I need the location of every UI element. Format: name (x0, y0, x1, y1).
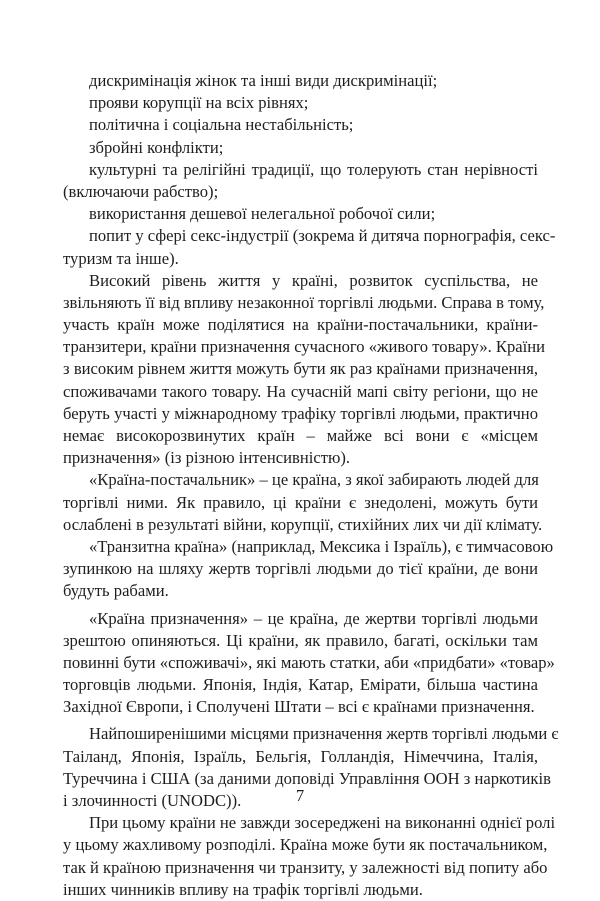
text-line: (включаючи рабство); (63, 181, 219, 201)
text-line: Найпоширенішими місцями призначення жертв торгівлі людьми є (89, 724, 559, 744)
text-line: немає високорозвинутих країн – майже всі вони є «місцем (63, 426, 538, 445)
text-line: інших чинників впливу на трафік торгівлі людьми. (63, 879, 423, 899)
text-line: беруть участі у міжнародному трафіку торгівлі людьми, практично (63, 403, 538, 423)
text-line: споживачами такого товару. На сучасній мапі світу регіони, що не (63, 381, 538, 401)
paragraph (63, 70, 538, 92)
text-line: призначення» (із різною інтенсивністю). (63, 448, 351, 468)
paragraph (63, 469, 543, 536)
text-line: культурні та релігійні традиції, що толерують стан нерівності (89, 159, 538, 179)
text-line: «Транзитна країна» (наприклад, Мексика і Ізраїль), є тимчасовою (89, 536, 554, 556)
text-line: повинні бути «споживачі», які мають статки, аби «придбати» «товар» (63, 652, 555, 672)
paragraph (63, 270, 546, 470)
text-line: будуть рабами. (63, 581, 169, 601)
text-line: «Країна призначення» – це країна, де жертви торгівлі людьми (89, 608, 538, 628)
text-line: використання дешевої нелегальної робочої сили; (89, 204, 436, 224)
text-line: Туреччина і США (за даними доповіді Управління ООН з наркотиків (63, 768, 551, 788)
paragraph (63, 159, 538, 203)
text-line: торгівлі ними. Як правило, ці країни є знедолені, можуть бути (63, 492, 538, 512)
text-line: у цьому жахливому розподілі. Країна може бути як постачальником, (63, 835, 548, 855)
page-body (63, 70, 559, 901)
paragraph (63, 203, 538, 225)
text-line: туризм та інше). (63, 248, 179, 268)
text-line: Таіланд, Японія, Ізраїль, Бельгія, Голландія, Німеччина, Італія, (63, 746, 538, 766)
text-line: «Країна-постачальник» – це країна, з якої забирають людей для (89, 470, 539, 490)
text-line: і злочинності (UNODC)). (63, 791, 242, 810)
text-line: прояви корупції на всіх рівнях; (89, 93, 309, 113)
paragraph (63, 812, 556, 901)
text-line: звільняють її від впливу незаконної торгівлі людьми. Справа в тому, (63, 292, 545, 312)
text-line: з високим рівнем життя можуть бути як раз країнами призначення, (63, 359, 538, 379)
text-line: так й країною призначення чи транзиту, у залежності від попиту або (63, 857, 548, 877)
text-line: транзитери, країни призначення сучасного «живого товару». Країни (63, 337, 546, 357)
text-line: зрештою опиняються. Ці країни, як правило, багаті, оскільки там (63, 630, 538, 650)
paragraph (63, 114, 538, 136)
text-line: Західної Європи, і Сполучені Штати – всі є країнами призначення. (63, 697, 535, 717)
text-line: зупинкою на шляху жертв торгівлі людьми до тієї країни, де вони (63, 559, 538, 579)
paragraph (63, 536, 554, 603)
paragraph (63, 137, 538, 159)
text-line: дискримінація жінок та інші види дискримінації; (89, 71, 438, 90)
paragraph (63, 608, 555, 719)
text-line: участь країн може поділятися на країни-постачальники, країни- (63, 315, 538, 335)
text-line: ослаблені в результаті війни, корупції, стихійних лих чи дії клімату. (63, 514, 543, 534)
text-line: збройні конфлікти; (89, 137, 224, 157)
paragraph (63, 92, 538, 114)
text-line: попит у сфері секс-індустрії (зокрема й дитяча порнографія, секс- (89, 226, 556, 246)
paragraph (63, 225, 556, 269)
text-line: Високий рівень життя у країні, розвиток суспільства, не (89, 270, 538, 290)
page-number: 7 (295, 786, 305, 805)
text-line: При цьому країни не завжди зосереджені на виконанні однієї ролі (89, 813, 556, 833)
text-line: торговців людьми. Японія, Індія, Катар, Емірати, більша частина (63, 675, 538, 695)
text-line: політична і соціальна нестабільність; (89, 115, 354, 135)
